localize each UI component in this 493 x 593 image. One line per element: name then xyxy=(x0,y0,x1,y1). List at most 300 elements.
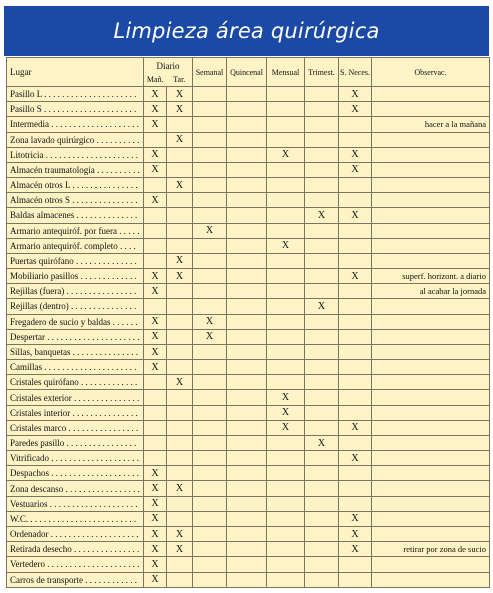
row-label-text: Almacén otros L xyxy=(10,180,71,191)
row-label xyxy=(7,511,144,526)
frequency-cell xyxy=(339,253,372,268)
frequency-cell xyxy=(167,329,193,344)
frequency-cell xyxy=(167,526,193,541)
observation-cell xyxy=(372,329,490,344)
observation-cell xyxy=(372,208,490,223)
frequency-cell xyxy=(193,451,227,466)
frequency-cell xyxy=(167,314,193,329)
frequency-cell xyxy=(267,481,305,496)
frequency-cell xyxy=(227,178,267,193)
frequency-cell xyxy=(339,162,372,177)
leader-dots: . . . . . . . . . . . . . . . xyxy=(70,195,138,206)
frequency-cell xyxy=(167,405,193,420)
row-label xyxy=(7,284,144,299)
leader-dots: . . . . . . . . . . . . . . . . . . . . . . . . xyxy=(28,513,137,524)
row-label-text: Armario antequiróf. por fuera xyxy=(10,225,117,236)
frequency-cell xyxy=(305,299,339,314)
frequency-cell xyxy=(144,496,167,511)
frequency-cell xyxy=(267,435,305,450)
frequency-cell xyxy=(193,360,227,375)
leader-dots: . . . . . . . . . . . . . xyxy=(78,377,138,388)
check-mark: X xyxy=(175,483,184,495)
table-row xyxy=(7,405,490,420)
cleaning-schedule-table xyxy=(6,57,490,588)
frequency-cell xyxy=(144,481,167,496)
table-row xyxy=(7,481,490,496)
frequency-cell xyxy=(305,360,339,375)
row-label-text: Almacén traumatología xyxy=(10,164,95,175)
check-mark: X xyxy=(151,467,159,479)
check-mark: X xyxy=(205,316,214,328)
check-mark: X xyxy=(351,543,359,555)
check-mark: X xyxy=(317,437,326,449)
check-mark: X xyxy=(351,270,359,282)
frequency-cell xyxy=(267,557,305,572)
frequency-cell xyxy=(167,253,193,268)
row-label-text: Fregadero de sucio y baldas xyxy=(10,316,111,327)
frequency-cell xyxy=(227,360,267,375)
frequency-cell xyxy=(267,314,305,329)
leader-dots: . . . . . . . . . . . . . . . . . . . . xyxy=(49,468,139,479)
row-label-text: Despertar xyxy=(10,331,45,342)
check-mark: X xyxy=(281,407,290,419)
frequency-cell xyxy=(305,481,339,496)
check-mark: X xyxy=(151,528,159,540)
frequency-cell xyxy=(227,481,267,496)
check-mark: X xyxy=(151,285,159,297)
frequency-cell xyxy=(144,435,167,450)
frequency-cell xyxy=(227,405,267,420)
frequency-cell xyxy=(305,117,339,132)
table-row xyxy=(7,329,490,344)
check-mark: X xyxy=(351,103,359,115)
frequency-cell xyxy=(167,496,193,511)
frequency-cell xyxy=(193,253,227,268)
frequency-cell xyxy=(144,314,167,329)
row-label-text: Vitrificado xyxy=(10,453,49,464)
row-label xyxy=(7,87,144,102)
table-row xyxy=(7,511,490,526)
frequency-cell xyxy=(144,329,167,344)
frequency-cell xyxy=(193,329,227,344)
frequency-cell xyxy=(144,526,167,541)
row-label xyxy=(7,253,144,268)
check-mark: X xyxy=(175,103,184,115)
check-mark: X xyxy=(151,164,159,176)
frequency-cell xyxy=(339,375,372,390)
frequency-cell xyxy=(167,542,193,557)
frequency-cell xyxy=(167,238,193,253)
frequency-cell xyxy=(193,572,227,588)
frequency-cell xyxy=(267,132,305,147)
check-mark: X xyxy=(151,118,159,130)
observation-cell xyxy=(372,162,490,177)
frequency-cell xyxy=(167,435,193,450)
frequency-cell xyxy=(144,511,167,526)
row-label-text: Vertedero xyxy=(10,559,45,570)
header-diario-manana: Mañ. xyxy=(144,73,167,87)
frequency-cell xyxy=(227,132,267,147)
frequency-cell xyxy=(144,117,167,132)
table-row xyxy=(7,375,490,390)
frequency-cell xyxy=(144,284,167,299)
header-mensual: Mensual xyxy=(267,58,305,87)
frequency-cell xyxy=(267,420,305,435)
row-label xyxy=(7,390,144,405)
check-mark: X xyxy=(351,452,359,464)
frequency-cell xyxy=(193,557,227,572)
frequency-cell xyxy=(305,329,339,344)
frequency-cell xyxy=(144,223,167,238)
leader-dots: . . . . . . . . . . . . xyxy=(82,574,137,585)
frequency-cell xyxy=(227,147,267,162)
frequency-cell xyxy=(227,162,267,177)
observation-cell xyxy=(372,526,490,541)
row-label xyxy=(7,329,144,344)
table-row xyxy=(7,238,490,253)
observation-cell xyxy=(372,147,490,162)
frequency-cell xyxy=(167,360,193,375)
frequency-cell xyxy=(227,238,267,253)
frequency-cell xyxy=(339,284,372,299)
observation-cell xyxy=(372,314,490,329)
frequency-cell xyxy=(227,344,267,359)
frequency-cell xyxy=(339,435,372,450)
frequency-cell xyxy=(227,466,267,481)
frequency-cell xyxy=(267,405,305,420)
row-label xyxy=(7,360,144,375)
leader-dots: . . . . . . . . . . . . . . . . . . . . xyxy=(48,529,139,540)
observation-cell xyxy=(372,223,490,238)
frequency-cell xyxy=(339,238,372,253)
check-mark: X xyxy=(175,255,184,267)
frequency-cell xyxy=(144,253,167,268)
frequency-cell xyxy=(267,269,305,284)
frequency-cell xyxy=(193,511,227,526)
observation-cell: al acabar la jornada xyxy=(372,284,490,299)
frequency-cell xyxy=(227,117,267,132)
row-label xyxy=(7,208,144,223)
header-trimestral: Trimest. xyxy=(305,58,339,87)
frequency-cell xyxy=(167,344,193,359)
frequency-cell xyxy=(193,299,227,314)
frequency-cell xyxy=(227,557,267,572)
frequency-cell xyxy=(339,557,372,572)
frequency-cell xyxy=(167,117,193,132)
check-mark: X xyxy=(351,164,359,176)
table-row xyxy=(7,344,490,359)
check-mark: X xyxy=(151,543,159,555)
table-row xyxy=(7,193,490,208)
table-row xyxy=(7,162,490,177)
table-row xyxy=(7,208,490,223)
row-label-text: Despachos xyxy=(10,468,49,479)
frequency-cell xyxy=(339,390,372,405)
leader-dots: . . . . . . . . . . . . . . xyxy=(73,255,137,266)
frequency-cell xyxy=(305,178,339,193)
observation-cell xyxy=(372,496,490,511)
table-row xyxy=(7,526,490,541)
frequency-cell xyxy=(305,496,339,511)
row-label xyxy=(7,132,144,147)
row-label-text: Carros de transporte xyxy=(10,574,83,585)
frequency-cell xyxy=(305,451,339,466)
header-semanal: Semanal xyxy=(193,58,227,87)
frequency-cell xyxy=(193,238,227,253)
frequency-cell xyxy=(193,223,227,238)
check-mark: X xyxy=(151,331,159,343)
frequency-cell xyxy=(305,511,339,526)
check-mark: X xyxy=(205,331,214,343)
check-mark: X xyxy=(151,483,159,495)
frequency-cell xyxy=(144,390,167,405)
frequency-cell xyxy=(144,557,167,572)
header-quincenal: Quincenal xyxy=(227,58,267,87)
table-row xyxy=(7,451,490,466)
frequency-cell xyxy=(267,208,305,223)
frequency-cell xyxy=(193,284,227,299)
row-label-text: Mobiliario pasillos xyxy=(10,271,79,282)
check-mark: X xyxy=(151,103,159,115)
table-row xyxy=(7,314,490,329)
table-row xyxy=(7,117,490,132)
frequency-cell xyxy=(167,572,193,588)
row-label-text: Sillas, banquetas xyxy=(10,347,71,357)
frequency-cell xyxy=(144,299,167,314)
frequency-cell xyxy=(193,542,227,557)
row-label xyxy=(7,435,144,450)
frequency-cell xyxy=(267,178,305,193)
frequency-cell xyxy=(267,193,305,208)
header-observaciones: Observac. xyxy=(372,58,490,87)
row-label-text: Vestuarios xyxy=(10,498,48,509)
check-mark: X xyxy=(151,361,159,373)
check-mark: X xyxy=(175,528,184,540)
frequency-cell xyxy=(339,344,372,359)
frequency-cell xyxy=(227,375,267,390)
frequency-cell xyxy=(227,87,267,102)
row-label xyxy=(7,117,144,132)
frequency-cell xyxy=(339,102,372,117)
check-mark: X xyxy=(151,194,159,206)
frequency-cell xyxy=(305,193,339,208)
frequency-cell xyxy=(267,162,305,177)
frequency-cell xyxy=(339,329,372,344)
frequency-cell xyxy=(267,253,305,268)
row-label xyxy=(7,269,144,284)
leader-dots: . . . . . . . . . . . . . . . . xyxy=(66,422,139,433)
frequency-cell xyxy=(267,87,305,102)
leader-dots: . . . . . . . . . . . . . . . . . . . . . xyxy=(41,89,137,100)
frequency-cell xyxy=(305,572,339,588)
frequency-cell xyxy=(267,572,305,588)
frequency-cell xyxy=(267,223,305,238)
frequency-cell xyxy=(339,193,372,208)
leader-dots: . . . . . . xyxy=(110,316,138,327)
frequency-cell xyxy=(227,314,267,329)
frequency-cell xyxy=(339,481,372,496)
row-label-text: W.C. xyxy=(10,513,29,524)
frequency-cell xyxy=(193,435,227,450)
frequency-cell xyxy=(227,284,267,299)
check-mark: X xyxy=(175,134,184,146)
table-row xyxy=(7,557,490,572)
frequency-cell xyxy=(339,451,372,466)
table-row xyxy=(7,87,490,102)
frequency-cell xyxy=(167,375,193,390)
table-row xyxy=(7,253,490,268)
frequency-cell xyxy=(167,299,193,314)
frequency-cell xyxy=(339,314,372,329)
frequency-cell xyxy=(305,132,339,147)
frequency-cell xyxy=(144,360,167,375)
observation-cell xyxy=(372,178,490,193)
header-diario: Diario xyxy=(144,58,193,74)
frequency-cell xyxy=(305,420,339,435)
check-mark: X xyxy=(351,209,359,221)
leader-dots: . . . . . . . . . . xyxy=(94,134,140,145)
frequency-cell xyxy=(267,526,305,541)
frequency-cell xyxy=(339,420,372,435)
frequency-cell xyxy=(193,314,227,329)
frequency-cell xyxy=(144,208,167,223)
frequency-cell xyxy=(167,420,193,435)
row-label-text: Armario antequiróf. completo xyxy=(10,240,118,251)
frequency-cell xyxy=(339,572,372,588)
check-mark: X xyxy=(151,498,159,510)
frequency-cell xyxy=(305,344,339,359)
frequency-cell xyxy=(167,102,193,117)
table-row xyxy=(7,360,490,375)
row-label-text: Almacén otros S xyxy=(10,195,70,206)
table-row xyxy=(7,269,490,284)
row-label xyxy=(7,451,144,466)
frequency-cell xyxy=(193,132,227,147)
frequency-cell xyxy=(144,451,167,466)
frequency-cell xyxy=(193,481,227,496)
check-mark: X xyxy=(205,225,214,237)
observation-cell xyxy=(372,102,490,117)
frequency-cell xyxy=(339,405,372,420)
row-label xyxy=(7,420,144,435)
frequency-cell xyxy=(193,405,227,420)
frequency-cell xyxy=(339,147,372,162)
frequency-cell xyxy=(193,193,227,208)
frequency-cell xyxy=(144,102,167,117)
row-label-text: Cristales exterior xyxy=(10,392,72,403)
check-mark: X xyxy=(317,209,326,221)
frequency-cell xyxy=(144,542,167,557)
table-row xyxy=(7,178,490,193)
leader-dots: . . . . . . . . . . . . . . . . . . . . . xyxy=(43,149,138,160)
frequency-cell xyxy=(167,511,193,526)
header-diario-tarde: Tar. xyxy=(167,73,193,87)
frequency-cell xyxy=(193,178,227,193)
frequency-cell xyxy=(305,314,339,329)
header-segun-necesidad: S. Neces. xyxy=(339,58,372,87)
leader-dots: . . . . . . . . . . . . . . . . . . . . . xyxy=(42,362,137,373)
table-row xyxy=(7,299,490,314)
frequency-cell xyxy=(267,284,305,299)
row-label xyxy=(7,238,144,253)
leader-dots: . . . . . . . . . . . . . . . . . . . . xyxy=(48,119,139,130)
leader-dots: . . . . . . . . . . . . . . . . . . . . xyxy=(47,498,138,509)
leader-dots: . . . . . . . . . . . . . . . xyxy=(71,544,140,555)
table-row xyxy=(7,435,490,450)
check-mark: X xyxy=(351,422,359,434)
page-title: Limpieza área quirúrgica xyxy=(4,6,489,56)
observation-cell xyxy=(372,466,490,481)
frequency-cell xyxy=(267,117,305,132)
frequency-cell xyxy=(267,451,305,466)
leader-dots: . . . . . . . . . . . . . . . xyxy=(70,347,138,357)
leader-dots: . . . . xyxy=(117,240,136,251)
frequency-cell xyxy=(267,375,305,390)
frequency-cell xyxy=(193,87,227,102)
frequency-cell xyxy=(267,238,305,253)
check-mark: X xyxy=(351,528,359,540)
observation-cell xyxy=(372,344,490,359)
row-label xyxy=(7,193,144,208)
row-label xyxy=(7,223,144,238)
check-mark: X xyxy=(281,240,290,252)
header-lugar: Lugar xyxy=(7,58,144,87)
frequency-cell xyxy=(305,208,339,223)
leader-dots: . . . . . . . . . . xyxy=(94,164,140,175)
frequency-cell xyxy=(305,466,339,481)
row-label xyxy=(7,102,144,117)
row-label-text: Baldas almacenes xyxy=(10,210,75,221)
frequency-cell xyxy=(339,360,372,375)
frequency-cell xyxy=(339,299,372,314)
row-label xyxy=(7,557,144,572)
leader-dots: . . . . . . . . . . . . . . xyxy=(74,210,138,221)
table-row xyxy=(7,223,490,238)
frequency-cell xyxy=(167,269,193,284)
observation-cell: hacer a la mañana xyxy=(372,117,490,132)
leader-dots: . . . . . . . . . . . . . . . . xyxy=(64,286,137,297)
frequency-cell xyxy=(193,117,227,132)
observation-cell xyxy=(372,87,490,102)
row-label xyxy=(7,178,144,193)
frequency-cell xyxy=(227,435,267,450)
leader-dots: . . . . . . . . . . . . . . . . . xyxy=(63,483,140,494)
row-label-text: Litotricia xyxy=(10,149,44,160)
leader-dots: . . . . . xyxy=(116,225,140,236)
frequency-cell xyxy=(144,87,167,102)
check-mark: X xyxy=(175,179,184,191)
frequency-cell xyxy=(144,344,167,359)
check-mark: X xyxy=(351,88,359,100)
frequency-cell xyxy=(305,284,339,299)
observation-cell xyxy=(372,193,490,208)
row-label-text: Zona lavado quirúrgico xyxy=(10,134,95,145)
frequency-cell xyxy=(305,87,339,102)
row-label-text: Pasillo S xyxy=(10,104,42,115)
frequency-cell xyxy=(227,269,267,284)
frequency-cell xyxy=(339,178,372,193)
check-mark: X xyxy=(151,574,159,586)
frequency-cell xyxy=(167,132,193,147)
frequency-cell xyxy=(167,466,193,481)
frequency-cell xyxy=(305,435,339,450)
table-row xyxy=(7,147,490,162)
frequency-cell xyxy=(305,390,339,405)
frequency-cell xyxy=(227,526,267,541)
frequency-cell xyxy=(305,269,339,284)
row-label xyxy=(7,375,144,390)
row-label xyxy=(7,526,144,541)
